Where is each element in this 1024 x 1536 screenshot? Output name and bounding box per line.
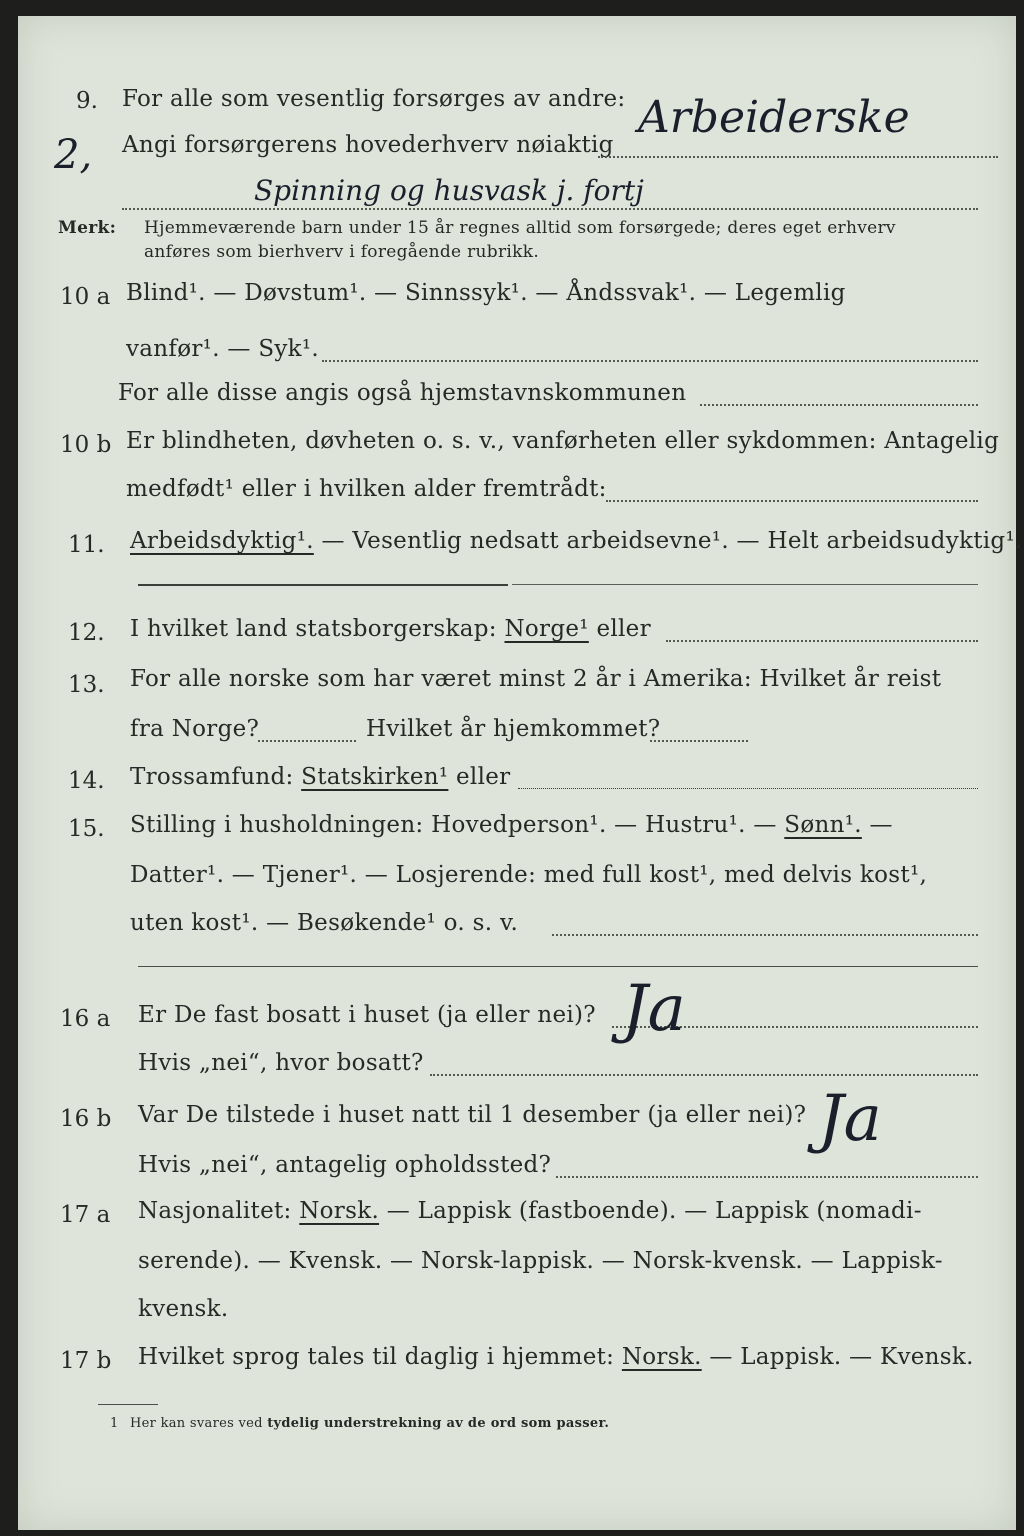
- q15-number: 15.: [68, 816, 105, 842]
- q17a-label: Nasjonalitet:: [138, 1198, 292, 1224]
- q17a-line3: kvensk.: [138, 1296, 229, 1322]
- q16a-number: 16 a: [60, 1006, 111, 1032]
- q11-selected-option: Arbeidsdyktig¹.: [130, 528, 314, 554]
- merk-line2: anføres som bierhverv i foregående rubrikk.: [144, 242, 540, 262]
- q9-line2: Angi forsørgerens hovederhverv nøiaktig: [122, 132, 614, 158]
- q11-rest: — Vesentlig nedsatt arbeidsevne¹. — Helt arbeidsudyktig¹.: [321, 528, 1023, 554]
- footnote-pre: Her kan svares ved: [130, 1416, 263, 1431]
- q14-number: 14.: [68, 768, 105, 794]
- q13-line2b: Hvilket år hjemkommet?: [366, 716, 661, 742]
- q12-or: eller: [596, 616, 651, 642]
- q17a-line2: serende). — Kvensk. — Norsk-lappisk. — Norsk-kvensk. — Lappisk-: [138, 1248, 943, 1274]
- q13-number: 13.: [68, 672, 105, 698]
- q10a-number: 10 a: [60, 284, 111, 310]
- q12-number: 12.: [68, 620, 105, 646]
- q9-second-dotted-line: [122, 208, 978, 210]
- q17a-number: 17 a: [60, 1202, 111, 1228]
- q12-dotted-line: [666, 640, 978, 642]
- footnote-mark: 1: [110, 1416, 119, 1431]
- footnote-text: [130, 1416, 609, 1431]
- q10a-line2: vanfør¹. — Syk¹.: [126, 336, 320, 362]
- q16b-handwritten-answer: Ja: [818, 1082, 882, 1156]
- q17a-line1-rest: — Lappisk (fastboende). — Lappisk (nomadi-: [386, 1198, 922, 1224]
- q13-line2a: fra Norge?: [130, 716, 260, 742]
- merk-label: Merk:: [58, 218, 117, 238]
- q17b-selected-option: Norsk.: [621, 1344, 702, 1370]
- q9-handwritten-occupation: Arbeiderske: [638, 92, 910, 143]
- q9-answer-dotted-line: [598, 156, 998, 158]
- q15-selected-option: Sønn¹.: [784, 812, 862, 838]
- q14-text: [130, 764, 510, 790]
- q15-line1a: Stilling i husholdningen: Hovedperson¹. — Hustru¹. —: [130, 812, 777, 838]
- q17b-text: [138, 1344, 974, 1370]
- q15-line2: Datter¹. — Tjener¹. — Losjerende: med full kost¹, med delvis kost¹,: [130, 862, 928, 888]
- q10a-dotted-line1: [322, 360, 978, 362]
- footnote-rule: [98, 1404, 158, 1405]
- q13-dotted-line1: [258, 740, 356, 742]
- q16b-line2: Hvis „nei“, antagelig opholdssted?: [138, 1152, 552, 1178]
- census-form-page: [18, 16, 1023, 1530]
- footnote-bold: tydelig understrekning av de ord som passer.: [267, 1416, 610, 1431]
- q10b-dotted-line: [606, 500, 978, 502]
- q10b-line1: Er blindheten, døvheten o. s. v., vanførheten eller sykdommen: Antagelig: [126, 428, 1000, 454]
- q16a-dotted-line2: [430, 1074, 978, 1076]
- q11-rule-right: [512, 584, 978, 585]
- q16a-line2: Hvis „nei“, hvor bosatt?: [138, 1050, 424, 1076]
- q9-number: 9.: [76, 88, 98, 114]
- q15-line1b: —: [869, 812, 893, 838]
- q9-line1: For alle som vesentlig forsørges av andre:: [122, 86, 626, 112]
- q10a-line3: For alle disse angis også hjemstavnskommunen: [118, 380, 687, 406]
- q12-question: I hvilket land statsborgerskap:: [130, 616, 497, 642]
- merk-line1: Hjemmeværende barn under 15 år regnes alltid som forsørgede; deres eget erhverv: [144, 218, 896, 238]
- q12-text: [130, 616, 651, 642]
- q16a-handwritten-answer: Ja: [622, 972, 686, 1046]
- q17a-selected-option: Norsk.: [299, 1198, 380, 1224]
- q14-or: eller: [456, 764, 511, 790]
- q11-number: 11.: [68, 532, 105, 558]
- q14-line: [518, 788, 978, 789]
- q12-selected-option: Norge¹: [504, 616, 589, 642]
- q10a-dotted-line2: [700, 404, 978, 406]
- q16b-line1: Var De tilstede i huset natt til 1 desember (ja eller nei)?: [138, 1102, 807, 1128]
- q16a-line1: Er De fast bosatt i huset (ja eller nei)?: [138, 1002, 596, 1028]
- q9-handwritten-detail: Spinning og husvask j. fortj: [254, 174, 644, 207]
- q17b-rest: — Lappisk. — Kvensk.: [709, 1344, 974, 1370]
- q10b-number: 10 b: [60, 432, 112, 458]
- q13-line1: For alle norske som har været minst 2 år i Amerika: Hvilket år reist: [130, 666, 942, 692]
- q14-label: Trossamfund:: [130, 764, 294, 790]
- q16b-number: 16 b: [60, 1106, 112, 1132]
- q9-margin-mark: 2,: [54, 132, 93, 178]
- q15-line3: uten kost¹. — Besøkende¹ o. s. v.: [130, 910, 519, 936]
- q10a-line1: Blind¹. — Døvstum¹. — Sinnssyk¹. — Åndssvak¹. — Legemlig: [126, 280, 846, 306]
- q11-rule-left: [138, 584, 508, 586]
- q17b-number: 17 b: [60, 1348, 112, 1374]
- q17a-line1: [138, 1198, 922, 1224]
- q15-line1: [130, 812, 893, 838]
- q15-dotted-line: [552, 934, 978, 936]
- q13-dotted-line2: [650, 740, 748, 742]
- q16b-dotted-line: [556, 1176, 978, 1178]
- q14-selected-option: Statskirken¹: [301, 764, 449, 790]
- q11-text: [130, 528, 1023, 554]
- q10b-line2: medfødt¹ eller i hvilken alder fremtrådt:: [126, 476, 607, 502]
- q17b-question: Hvilket sprog tales til daglig i hjemmet:: [138, 1344, 615, 1370]
- q15-rule: [138, 966, 978, 967]
